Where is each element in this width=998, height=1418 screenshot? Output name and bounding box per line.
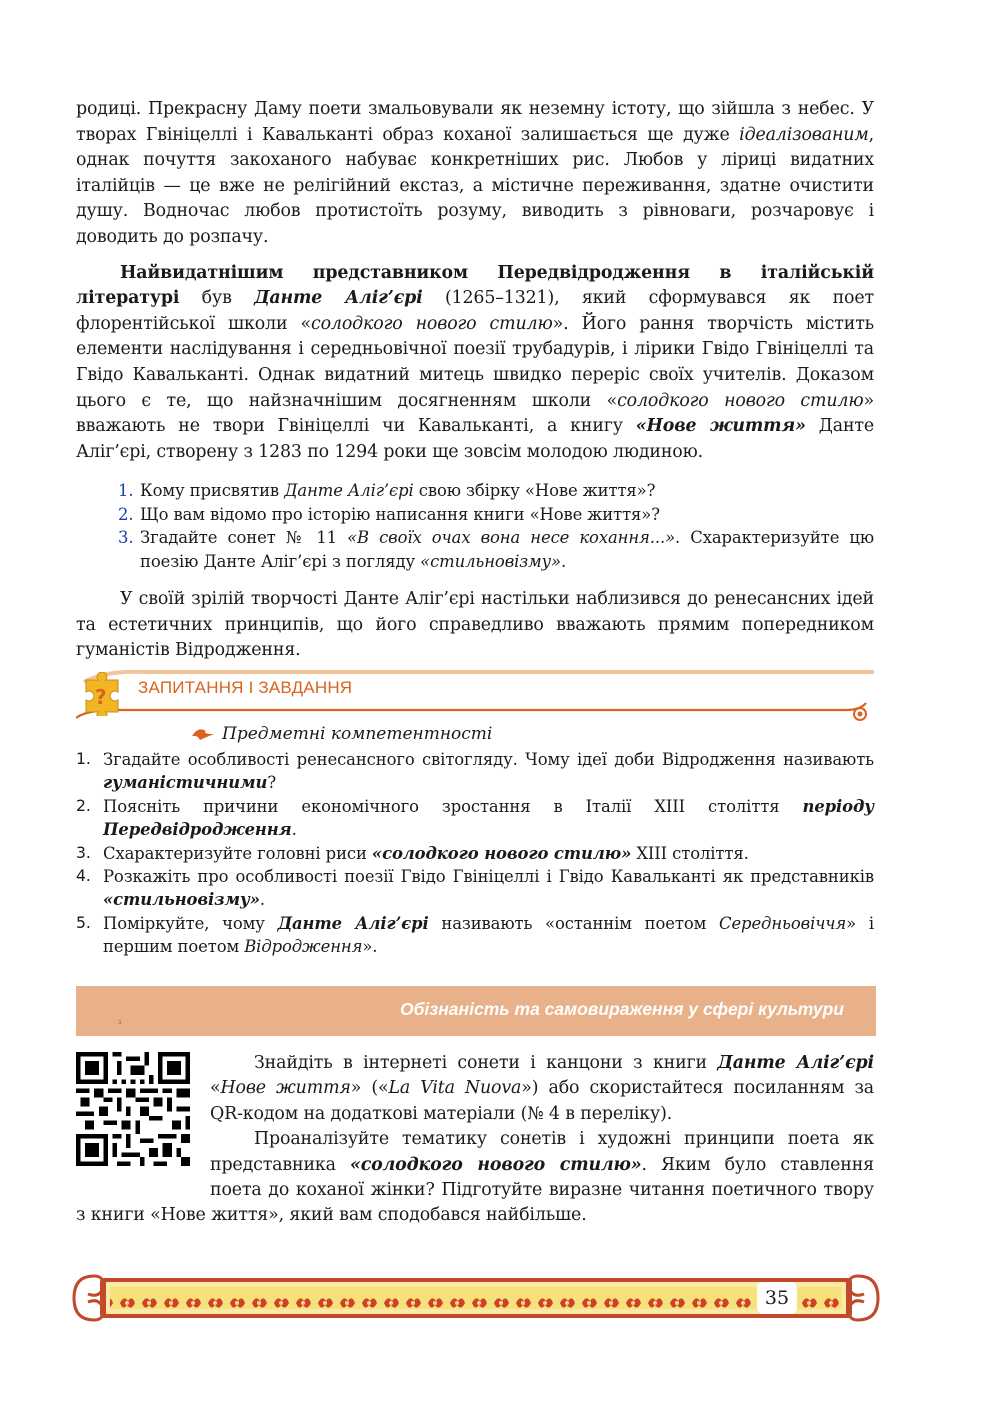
text-span: родиці. Прекрасну Даму поети змальовували як неземну істоту, що зійшла з небес. У творах Гвініцеллі і Кавальканті образ коханої залишається ще дуже [76,99,874,145]
text-span: Кому присвятив [140,481,285,501]
banner-mark: з [118,1019,122,1026]
author-name: Данте Аліг’єрі [277,913,429,933]
text-span: . Яким було ставлення поета до коханої жінки? Підготуйте виразне читання поетичного твору з книги «Нове життя», який вам сподобався найбільше. [76,1154,874,1226]
text-span: . [291,820,297,840]
emphasis-term: ідеалізованим [739,124,869,145]
style-term: солодкого нового стилю [310,313,553,334]
text-span: Що вам відомо про історію написання книги «Нове життя»? [140,504,660,524]
competence-heading [190,724,492,744]
book-title: «Нове життя» [635,416,806,437]
list-item [76,912,874,959]
book-title: Нове життя [220,1078,351,1099]
key-term: гуманістичними [103,773,268,793]
item-number: 2. [76,796,91,815]
key-term: «стильновізму» [103,890,260,910]
text-span: . [259,890,265,910]
list-item [118,526,874,573]
intro-paragraph [76,97,874,251]
competence-label: Предметні компетентності [222,724,493,744]
text-span: Знайдіть в інтернеті сонети і канцони з книги [254,1053,718,1073]
list-item [118,479,874,502]
mature-paragraph: У своїй зрілій творчості Данте Аліг’єрі настільки наблизився до ренесансних ідей та естетичних принципів, що його справедливо вважають прямим попередником гуманістів Відродження. [76,588,874,661]
qr-code-icon[interactable] [76,1052,190,1166]
style-term: «стильновізму» [420,551,561,571]
text-span: Проаналізуйте тематику сонетів і художні принципи поета як представника [210,1129,874,1175]
text-span: . [560,551,567,571]
dante-paragraph [76,261,874,466]
item-number: 5. [76,913,91,932]
item-number: 3. [118,528,134,548]
page-body [76,97,874,664]
text-span: » вважають не твори Гвініцеллі чи Кавальканті, а книгу [76,390,874,437]
item-number: 1. [76,750,91,768]
questions-section-header [76,670,874,722]
puzzle-question-icon [80,672,126,716]
author-name: Данте Аліг’єрі [254,288,423,309]
era-term: Відродження [244,937,363,957]
leaf-icon [190,726,216,742]
text-span: Поміркуйте, чому [103,913,278,933]
author-name: Данте Аліг’єрі [284,481,414,501]
item-number: 2. [118,504,134,524]
style-term: солодкого нового стилю [617,390,864,411]
text-span: Згадайте особливості ренесансного світогляду. Чому ідеї доби Відродження називають [103,750,874,769]
list-item [76,842,874,865]
text-span: » і першим поетом [103,913,874,957]
text-span: « [210,1078,221,1099]
item-number: 3. [76,843,91,862]
page-number: 35 [757,1282,797,1314]
key-term: періоду Передвідродження [103,796,874,840]
text-span: XIII століття. [631,843,749,863]
svg-text:?: ? [95,685,107,709]
list-item [76,748,874,795]
text-span: ». Його рання творчість містить елементи наслідування і середньовічної поезії трубадурів, і лірики Гвідо Гвініцеллі та Гвідо Кавальканті. Однак видатний митець швидко переріс своїх учителів. Доказом цього є те, що найзначнішим досягненням школи « [76,313,874,411]
sonnet-title: «В своїх очах вона несе кохання...» [347,528,676,548]
culture-title: Обізнаність та самовираження у сфері культури [399,999,844,1019]
text-span: ») або скористайтеся посиланням за QR-кодом на додаткові матеріали (№ 4 в переліку). [210,1078,874,1124]
text-span: Розкажіть про особливості поезії Гвідо Гвініцеллі і Гвідо Кавальканті як представників [103,867,874,887]
author-name: Данте Аліг’єрі [717,1053,874,1073]
list-item [118,503,874,526]
text-span: Поясніть причини економічного зростання в Італії XIII століття [103,796,803,816]
text-span: (1265–1321), який сформувався як поет флорентійської школи « [76,288,874,334]
text-span: Данте Аліг’єрі, створену з 1283 по 1294 роки ще зовсім молодою людиною. [76,416,874,462]
era-term: Середньовіччя [719,913,847,933]
book-title-original: La Vita Nuova [388,1078,522,1099]
list-item [76,865,874,912]
bold-lead: Найвидатнішим представником Передвідродження в італійській літературі [76,262,874,309]
text-span: ? [267,773,277,793]
text-span: був [179,288,255,309]
text-span: , однак почуття закоханого набуває конкретніших рис. Любов у ліриці видатних італійців — це вже не релігійний екстаз, а містичне переживання, здатне очистити душу. Водночас любов протистоїть розуму, виводить з рівноваги, розчаровує і доводить до розпачу. [76,124,874,247]
culture-banner [76,986,876,1036]
text-span: ». [362,937,378,957]
list-item [76,795,874,842]
question-list [76,479,874,573]
text-span: називають «останнім поетом [428,913,720,933]
task-list [76,748,874,959]
text-span: Схарактеризуйте головні риси [103,843,372,863]
text-span: Згадайте сонет № 11 [140,528,348,548]
key-term: «солодкого нового стилю» [371,843,632,863]
style-term: «солодкого нового стилю» [349,1154,642,1175]
text-span: . Схарактеризуйте цю поезію Данте Аліг’єрі з погляду [140,528,875,571]
item-number: 4. [76,867,91,886]
text-span: свою збірку «Нове життя»? [413,481,656,501]
text-span: » (« [350,1078,389,1099]
culture-text [76,1051,874,1229]
item-number: 1. [118,481,134,501]
section-title: ЗАПИТАННЯ І ЗАВДАННЯ [138,678,353,697]
